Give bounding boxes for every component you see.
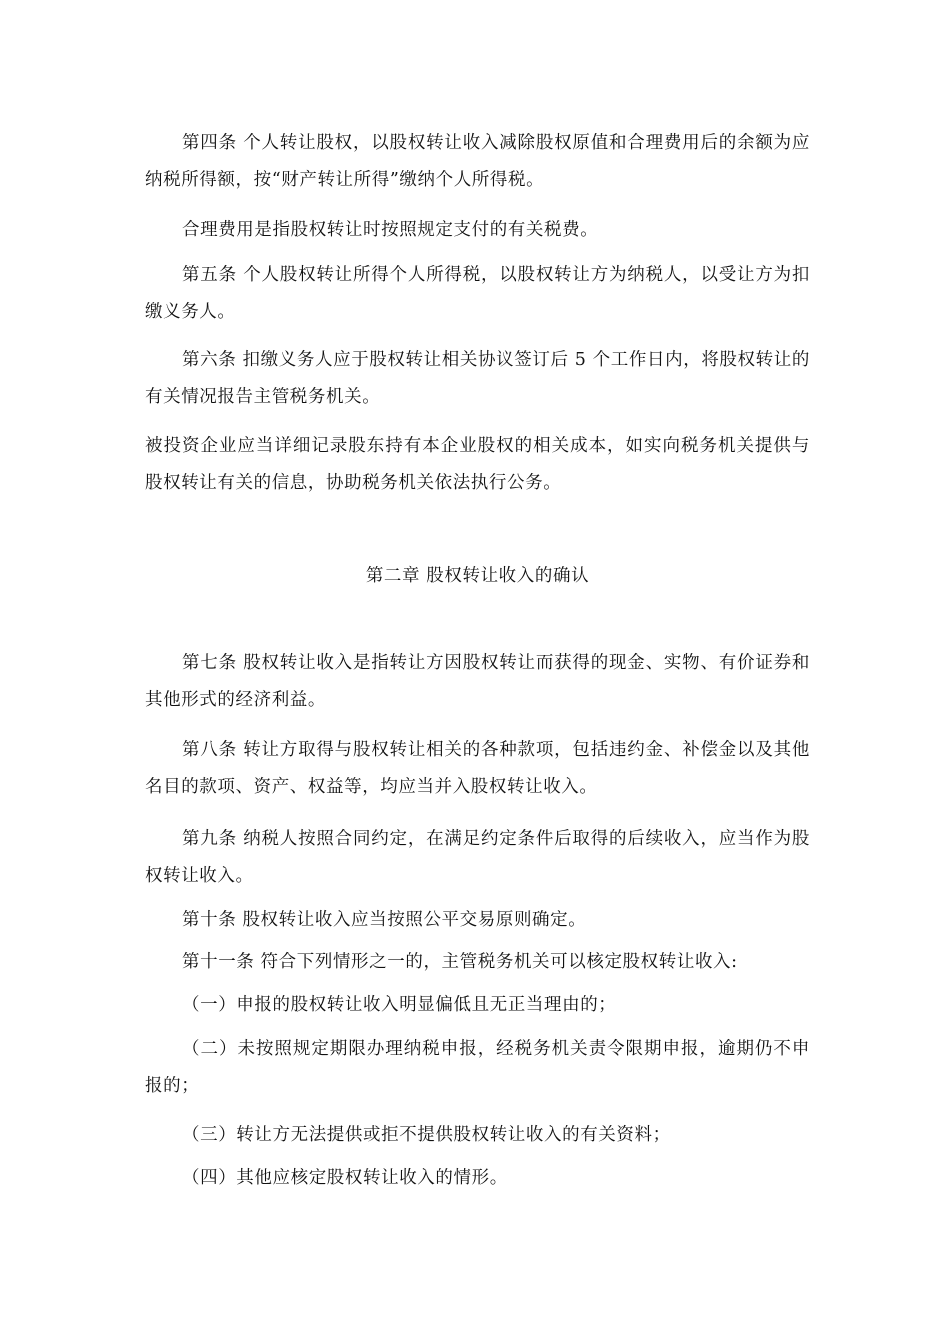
article-5: 第五条 个人股权转让所得个人所得税，以股权转让方为纳税人，以受让方为扣缴义务人。 xyxy=(145,265,810,322)
article-4-note: 合理费用是指股权转让时按照规定支付的有关税费。 xyxy=(182,220,599,240)
article-11-item-3: （三）转让方无法提供或拒不提供股权转让收入的有关资料； xyxy=(182,1125,671,1145)
article-6: 第六条 扣缴义务人应于股权转让相关协议签订后 5 个工作日内，将股权转让的有关情况报告主管税务机关。 xyxy=(145,350,810,407)
article-11-item-2: （二）未按照规定期限办理纳税申报，经税务机关责令限期申报，逾期仍不申报的； xyxy=(145,1039,810,1096)
article-8: 第八条 转让方取得与股权转让相关的各种款项，包括违约金、补偿金以及其他名目的款项、资产、权益等，均应当并入股权转让收入。 xyxy=(145,740,810,797)
article-11: 第十一条 符合下列情形之一的，主管税务机关可以核定股权转让收入: xyxy=(182,952,738,972)
article-7: 第七条 股权转让收入是指转让方因股权转让而获得的现金、实物、有价证券和其他形式的经济利益。 xyxy=(145,653,810,710)
article-11-item-4: （四）其他应核定股权转让收入的情形。 xyxy=(182,1168,508,1188)
article-4: 第四条 个人转让股权，以股权转让收入减除股权原值和合理费用后的余额为应纳税所得额，按“财产转让所得”缴纳个人所得税。 xyxy=(145,133,810,190)
article-9: 第九条 纳税人按照合同约定，在满足约定条件后取得的后续收入，应当作为股权转让收入。 xyxy=(145,829,810,886)
chapter-2-title: 第二章 股权转让收入的确认 xyxy=(365,566,590,586)
article-11-item-1: （一）申报的股权转让收入明显偏低且无正当理由的； xyxy=(182,995,617,1015)
article-10: 第十条 股权转让收入应当按照公平交易原则确定。 xyxy=(182,910,587,930)
article-6-note: 被投资企业应当详细记录股东持有本企业股权的相关成本，如实向税务机关提供与股权转让有关的信息，协助税务机关依法执行公务。 xyxy=(145,436,810,493)
